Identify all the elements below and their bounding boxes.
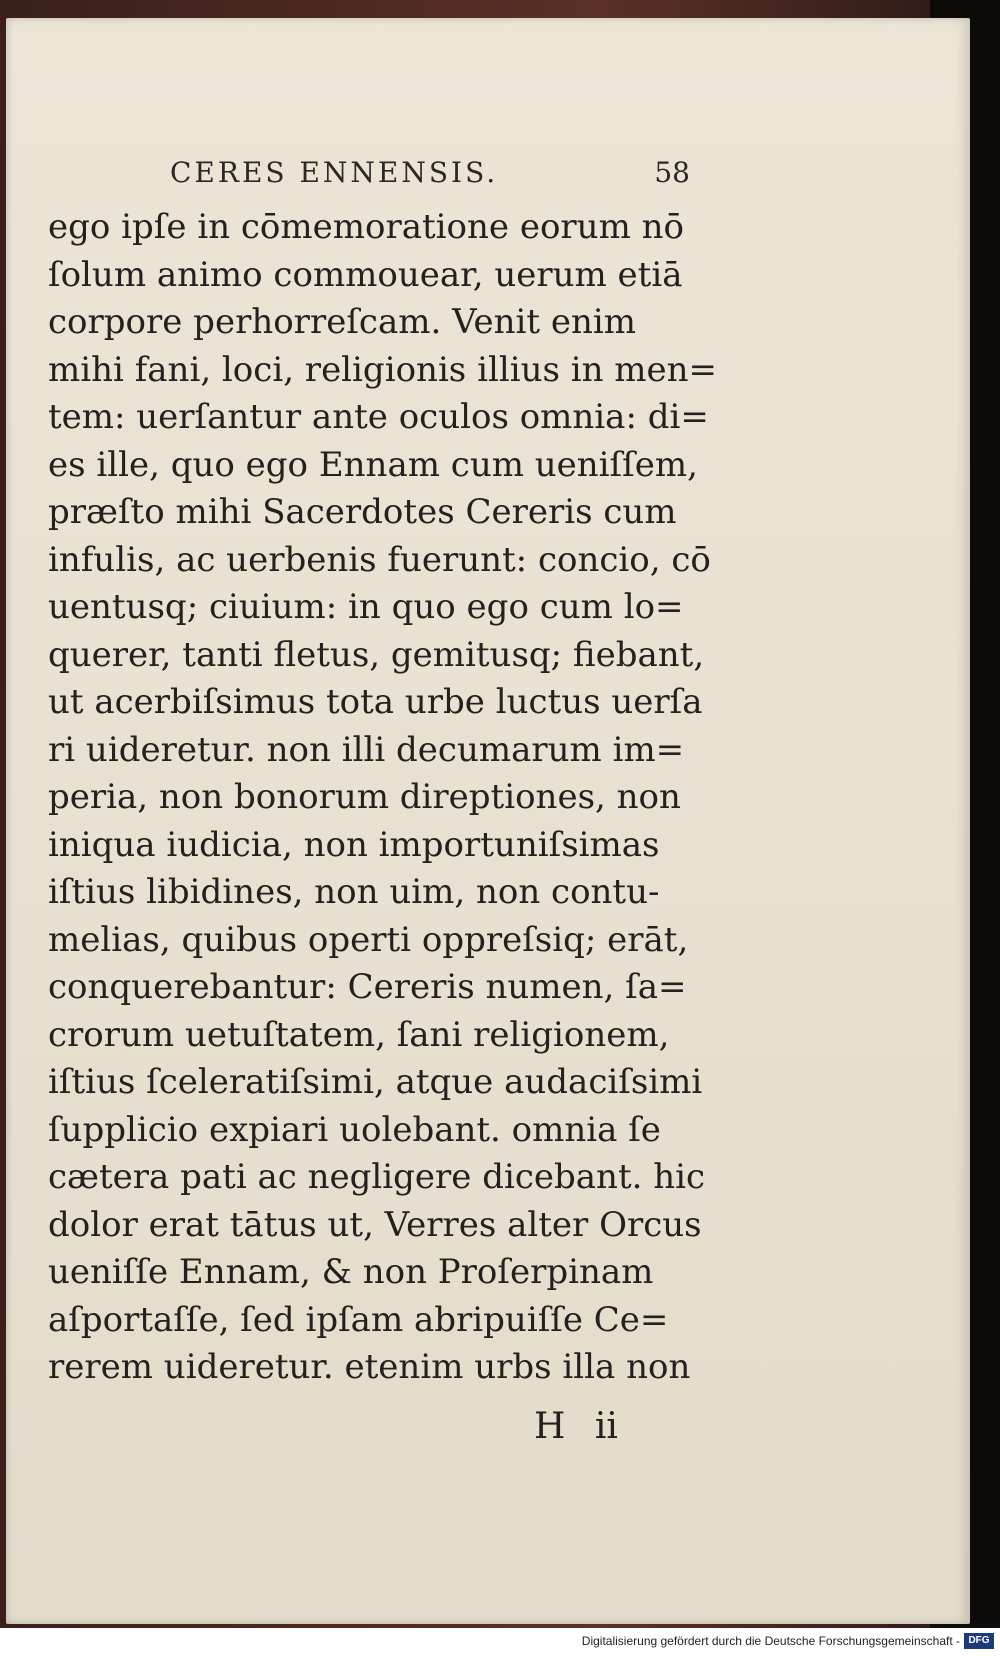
text-line: conquerebantur: Cereris numen, ſa= [48, 967, 687, 1007]
text-line: ueniſſe Ennam, & non Proſerpinam [48, 1252, 654, 1292]
text-line: aſportaſſe, ſed ipſam abripuiſſe Ce= [48, 1299, 669, 1340]
running-title: CERES ENNENSIS. [170, 156, 499, 189]
book-page [6, 18, 970, 1624]
funding-credit: Digitalisierung gefördert durch die Deutsche Forschungsgemeinschaft - [581, 1634, 960, 1648]
page-number: 58 [654, 156, 690, 189]
body-text [48, 204, 748, 1392]
text-line: ſupplicio expiari uolebant. omnia ſe [48, 1109, 661, 1150]
text-line: ut acerbiſsimus tota urbe luctus uerſa [48, 682, 703, 722]
dfg-logo-icon: DFG [964, 1633, 994, 1649]
text-line: crorum uetuſtatem, ſani religionem, [48, 1014, 670, 1055]
running-head [170, 156, 690, 196]
text-line: uentusq; ciuium: in quo ego cum lo= [48, 587, 684, 627]
text-line: es ille, quo ego Ennam cum ueniſſem, [48, 444, 698, 485]
text-line: rerem uideretur. etenim urbs illa non [48, 1347, 691, 1387]
text-line: peria, non bonorum direptiones, non [48, 777, 681, 817]
text-line: tem: uerſantur ante oculos omnia: di= [48, 397, 709, 437]
signature-mark: H ii [534, 1406, 618, 1447]
digitization-footer [0, 1628, 1000, 1656]
text-line: iſtius libidines, non uim, non contu- [48, 872, 660, 912]
text-line: iniqua iudicia, non importuniſsimas [48, 824, 660, 865]
text-line: ri uideretur. non illi decumarum im= [48, 729, 685, 770]
text-line: mihi fani, loci, religionis illius in men= [48, 349, 718, 390]
text-line: iſtius ſceleratiſsimi, atque audaciſsimi [48, 1062, 703, 1102]
text-line: corpore perhorreſcam. Venit enim [48, 302, 636, 342]
text-line: melias, quibus operti oppreſsiq; erāt, [48, 919, 689, 960]
text-line: querer, tanti fletus, gemitusq; fiebant, [48, 634, 705, 675]
text-line: dolor erat tātus ut, Verres alter Orcus [48, 1204, 702, 1245]
text-line: cætera pati ac negligere dicebant. hic [48, 1157, 706, 1197]
text-line: ego ipſe in cōmemoratione eorum nō [48, 207, 684, 247]
text-line: infulis, ac uerbenis fuerunt: concio, cō [48, 539, 711, 580]
text-line: præſto mihi Sacerdotes Cereris cum [48, 492, 677, 532]
text-line: ſolum animo commouear, uerum etiā [48, 254, 683, 295]
